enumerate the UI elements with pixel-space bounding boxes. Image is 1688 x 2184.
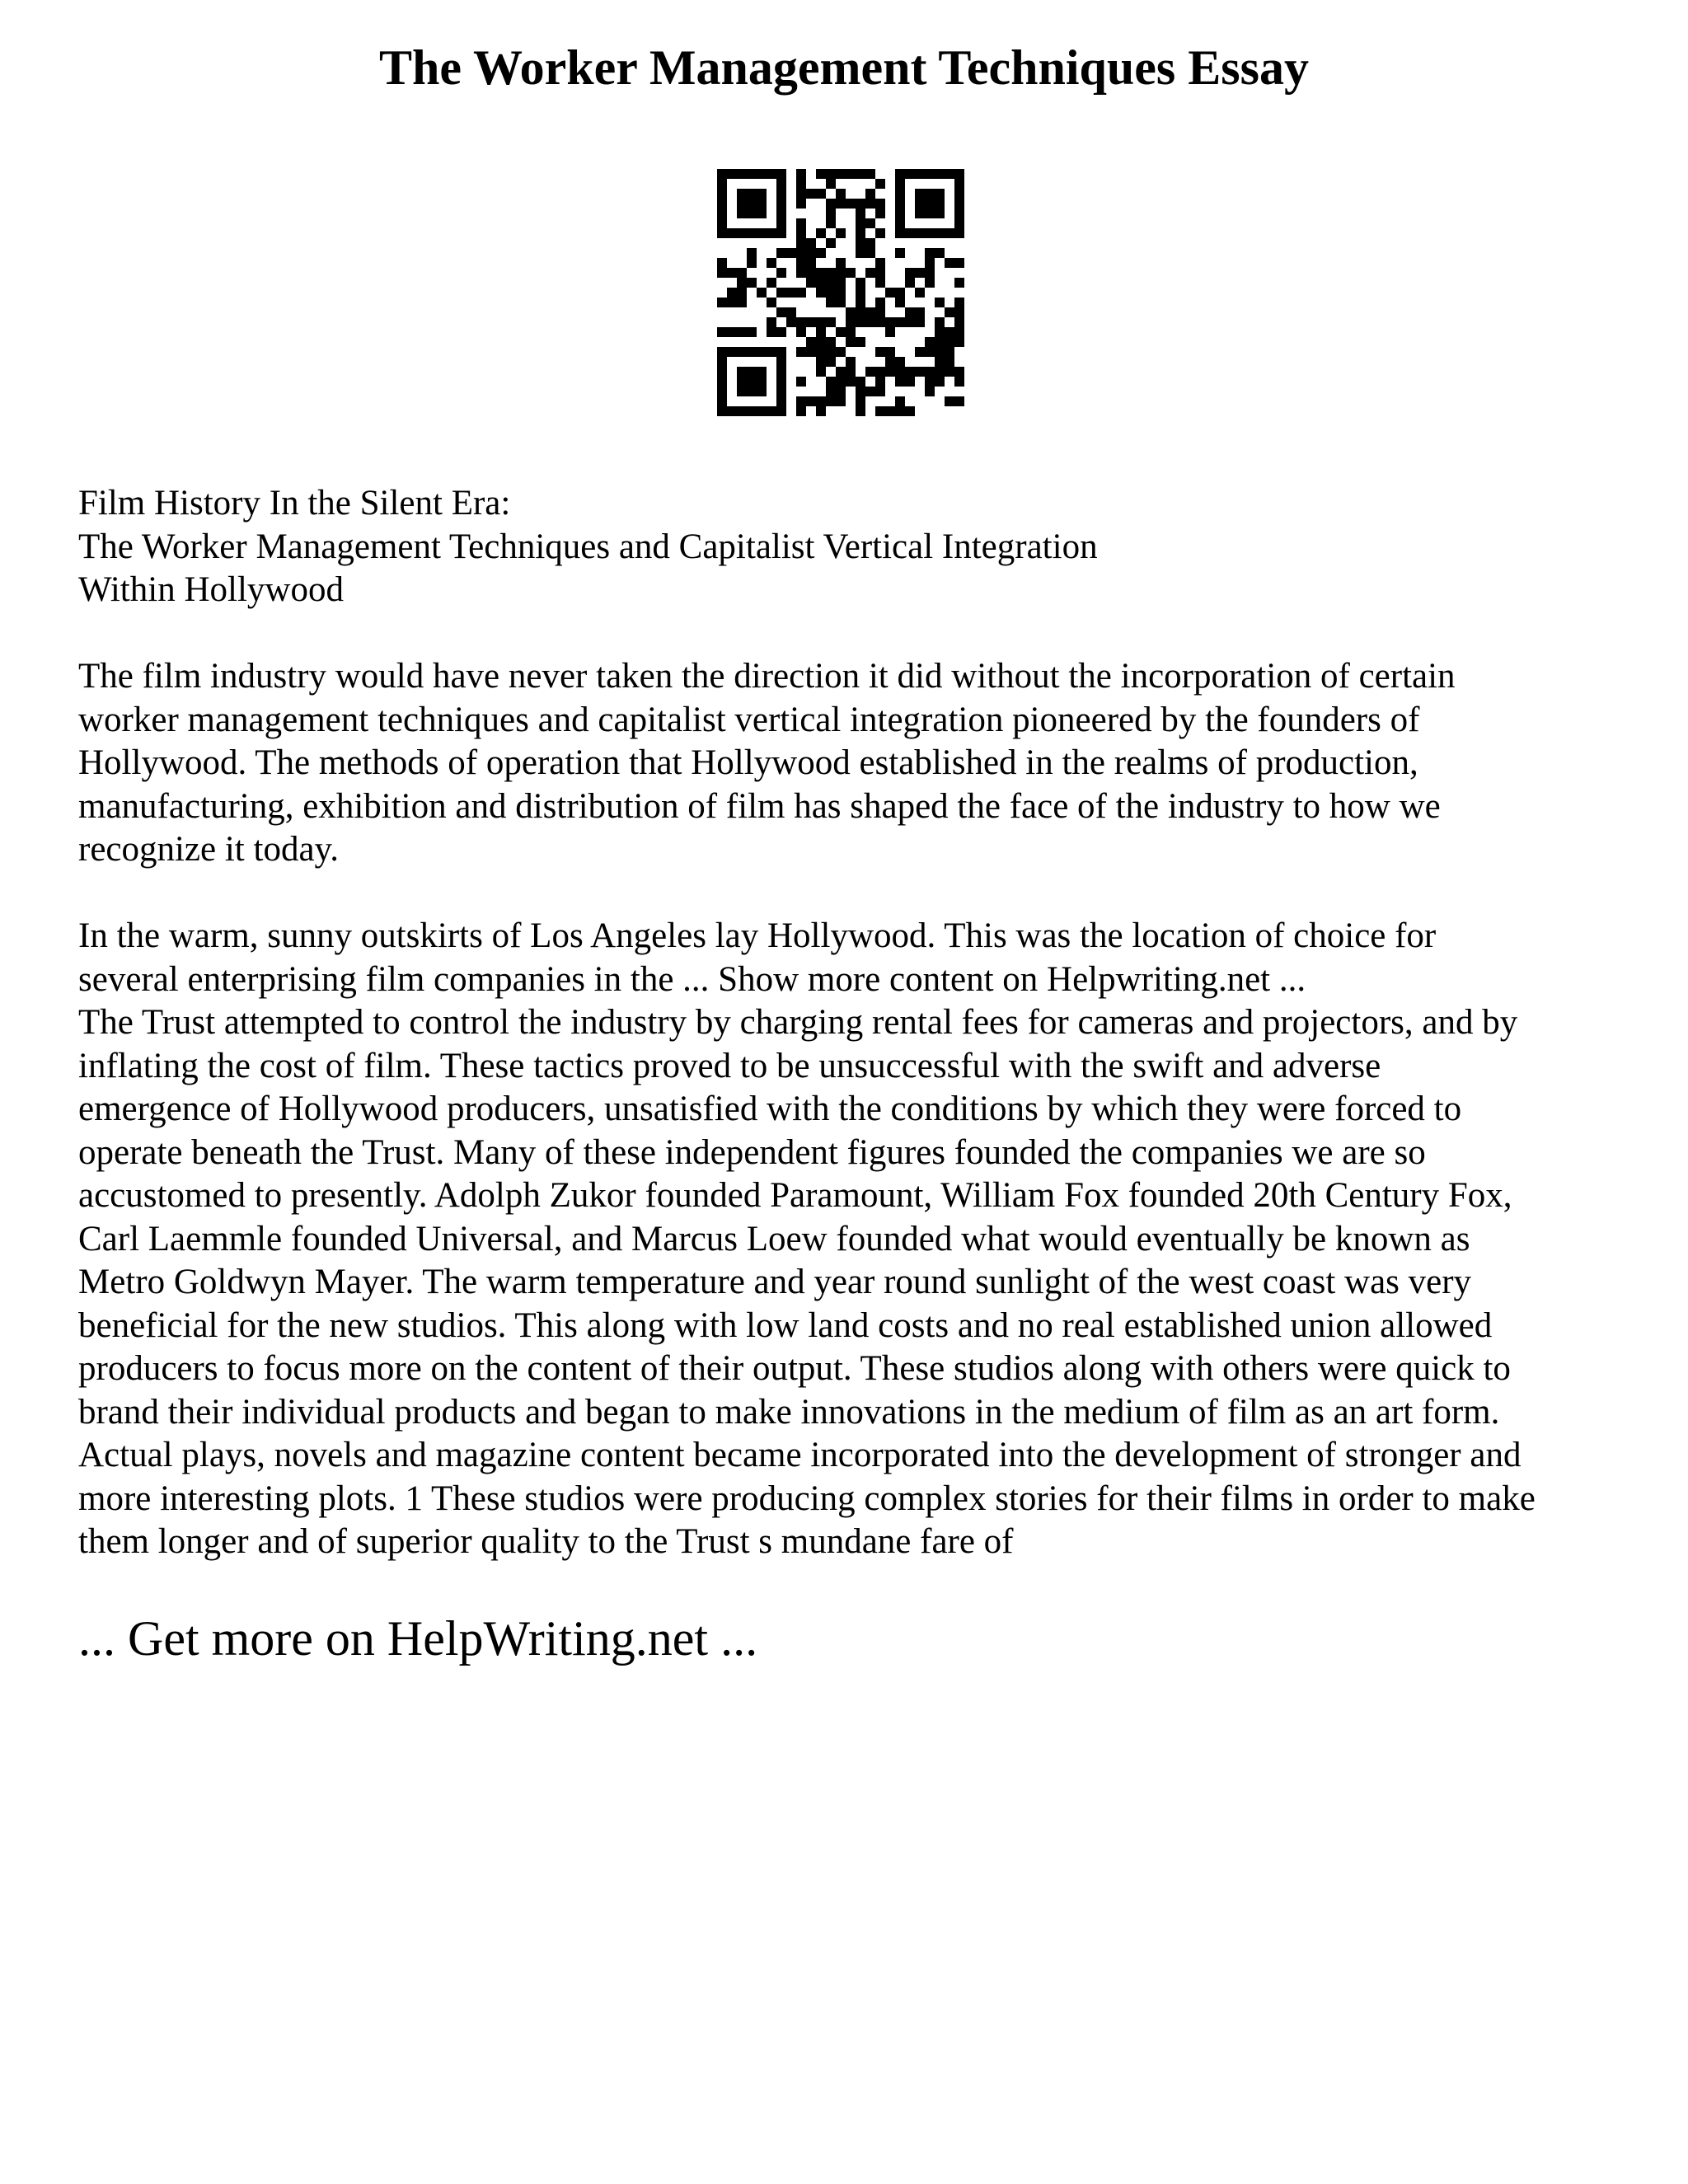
essay-body <box>78 482 1628 1564</box>
paragraph-excerpt: In the warm, sunny outskirts of Los Angeles lay Hollywood. This was the location of choice for several enterprising film companies in the ... Show more content on Helpwriting.net ... <box>78 916 1437 999</box>
document-title: The Worker Management Techniques Essay <box>379 40 1309 95</box>
paragraph-intro: The film industry would have never taken the direction it did without the incorporation of certain worker management techniques and capitalist vertical integration pioneered by the founders of Hollywood. The methods of operation that Hollywood established in the realms of production, manufacturing, exhibition and distribution of film has shaped the face of the industry to how we recognize it today. <box>78 657 1456 869</box>
get-more-link[interactable]: ... Get more on HelpWriting.net ... <box>78 1611 758 1666</box>
paragraph-trust: The Trust attempted to control the industry by charging rental fees for cameras and projectors, and by inflating the cost of film. These tactics proved to be unsuccessful with the swift and adverse emergence of Hollywood producers, unsatisfied with the conditions by which they were forced to operate beneath the Trust. Many of these independent figures founded the companies we are so accustomed to presently. Adolph Zukor founded Paramount, William Fox founded 20th Century Fox, Carl Laemmle founded Universal, and Marcus Loew founded what would eventually be known as Metro Goldwyn Mayer. The warm temperature and year round sunlight of the west coast was very beneficial for the new studios. This along with low land costs and no real established union allowed producers to focus more on the content of their output. These studios along with others were quick to brand their individual products and began to make innovations in the medium of film as an art form. Actual plays, novels and magazine content became incorporated into the development of stronger and more interesting plots. 1 These studios were producing complex stories for their films in order to make them longer and of superior quality to the Trust s mundane fare of <box>78 1003 1536 1561</box>
qr-code-icon <box>717 169 964 416</box>
heading-line: Film History In the Silent Era: <box>78 484 511 523</box>
heading-line: Within Hollywood <box>78 570 344 609</box>
heading-line: The Worker Management Techniques and Capitalist Vertical Integration <box>78 527 1098 566</box>
